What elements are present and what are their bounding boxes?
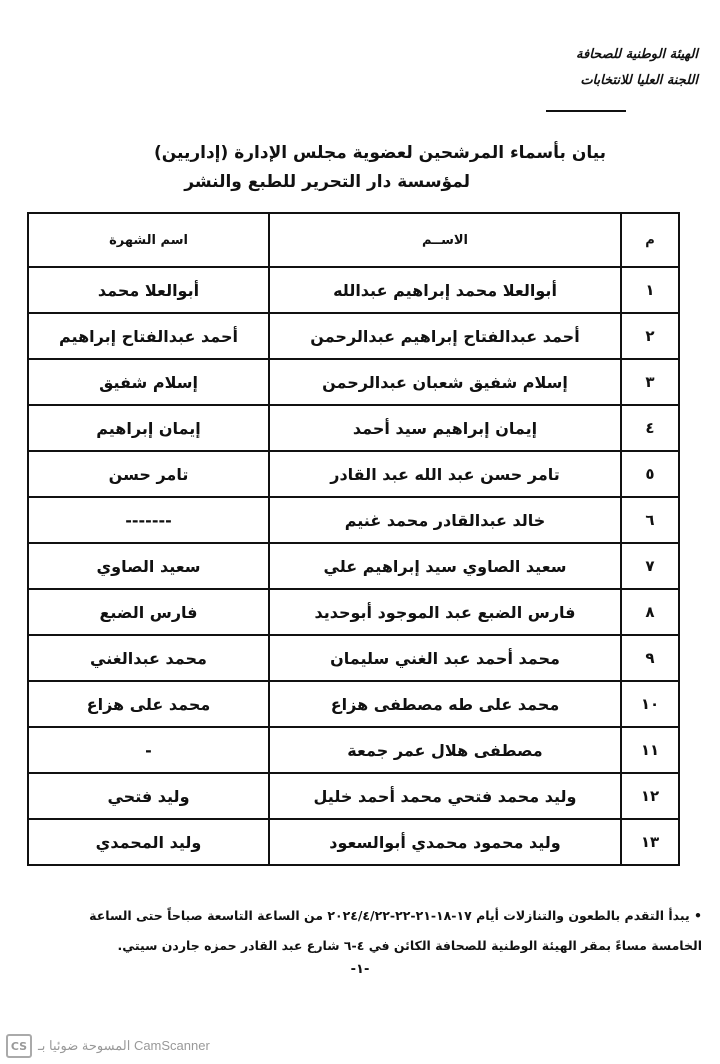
row-full-name: أحمد عبدالفتاح إبراهيم عبدالرحمن bbox=[269, 313, 621, 359]
document-subtitle: لمؤسسة دار التحرير للطبع والنشر bbox=[184, 172, 470, 192]
table-row bbox=[28, 543, 679, 589]
table-row bbox=[28, 773, 679, 819]
table-row bbox=[28, 267, 679, 313]
row-popular-name: وليد فتحي bbox=[28, 773, 269, 819]
row-num: ٧ bbox=[621, 543, 679, 589]
row-full-name: مصطفى هلال عمر جمعة bbox=[269, 727, 621, 773]
letterhead-underline bbox=[546, 110, 626, 112]
row-full-name: أبوالعلا محمد إبراهيم عبدالله bbox=[269, 267, 621, 313]
row-num: ٦ bbox=[621, 497, 679, 543]
row-num: ٤ bbox=[621, 405, 679, 451]
row-popular-name: إسلام شفيق bbox=[28, 359, 269, 405]
letterhead-line-1: الهيئة الوطنية للصحافة bbox=[576, 47, 698, 62]
camscanner-watermark bbox=[6, 1034, 210, 1058]
table-row bbox=[28, 635, 679, 681]
row-popular-name: إيمان إبراهيم bbox=[28, 405, 269, 451]
row-full-name: محمد على طه مصطفى هزاع bbox=[269, 681, 621, 727]
candidates-table bbox=[27, 212, 680, 866]
table-row bbox=[28, 727, 679, 773]
row-popular-name: محمد عبدالغني bbox=[28, 635, 269, 681]
row-full-name: وليد محمد فتحي محمد أحمد خليل bbox=[269, 773, 621, 819]
table-row bbox=[28, 819, 679, 865]
table-header-row bbox=[28, 213, 679, 267]
row-num: ١٠ bbox=[621, 681, 679, 727]
row-num: ١ bbox=[621, 267, 679, 313]
row-popular-name: تامر حسن bbox=[28, 451, 269, 497]
row-full-name: محمد أحمد عبد الغني سليمان bbox=[269, 635, 621, 681]
row-popular-name: محمد على هزاع bbox=[28, 681, 269, 727]
row-full-name: إيمان إبراهيم سيد أحمد bbox=[269, 405, 621, 451]
row-popular-name: - bbox=[28, 727, 269, 773]
table-row bbox=[28, 405, 679, 451]
watermark-text: المسوحة ضوئيا بـ CamScanner bbox=[38, 1038, 210, 1053]
row-num: ١٢ bbox=[621, 773, 679, 819]
table-row bbox=[28, 681, 679, 727]
row-popular-name: وليد المحمدي bbox=[28, 819, 269, 865]
document-title: بيان بأسماء المرشحين لعضوية مجلس الإدارة (إداريين) bbox=[153, 143, 607, 163]
row-num: ٣ bbox=[621, 359, 679, 405]
letterhead-line-2: اللجنة العليا للانتخابات bbox=[580, 73, 698, 88]
row-num: ٨ bbox=[621, 589, 679, 635]
row-popular-name: أبوالعلا محمد bbox=[28, 267, 269, 313]
row-popular-name: ------- bbox=[28, 497, 269, 543]
row-popular-name: فارس الضبع bbox=[28, 589, 269, 635]
page-number: -١- bbox=[350, 962, 370, 977]
row-popular-name: أحمد عبدالفتاح إبراهيم bbox=[28, 313, 269, 359]
header-num: م bbox=[621, 213, 679, 267]
row-full-name: تامر حسن عبد الله عبد القادر bbox=[269, 451, 621, 497]
row-num: ١٣ bbox=[621, 819, 679, 865]
header-popular-name: اسم الشهرة bbox=[28, 213, 269, 267]
table-row bbox=[28, 451, 679, 497]
row-full-name: سعيد الصاوي سيد إبراهيم علي bbox=[269, 543, 621, 589]
table-row bbox=[28, 313, 679, 359]
row-num: ٩ bbox=[621, 635, 679, 681]
camscanner-logo-icon: CS bbox=[6, 1034, 32, 1058]
table-row bbox=[28, 497, 679, 543]
row-full-name: فارس الضبع عبد الموجود أبوحديد bbox=[269, 589, 621, 635]
row-full-name: وليد محمود محمدي أبوالسعود bbox=[269, 819, 621, 865]
row-num: ١١ bbox=[621, 727, 679, 773]
table-row bbox=[28, 359, 679, 405]
row-num: ٢ bbox=[621, 313, 679, 359]
table-row bbox=[28, 589, 679, 635]
header-full-name: الاســم bbox=[269, 213, 621, 267]
row-full-name: إسلام شفيق شعبان عبدالرحمن bbox=[269, 359, 621, 405]
row-full-name: خالد عبدالقادر محمد غنيم bbox=[269, 497, 621, 543]
letterhead bbox=[528, 42, 698, 94]
appeals-notice: • يبدأ التقدم بالطعون والتنازلات أيام ١٧-١٨-٢١-٢٢-٢٠٢٤/٤/٢٢ من الساعة التاسعة صباحاً حتى الساعة الخامسة مساءً بمقر الهيئة الوطنية للصحافة الكائن في ٤-٦ شارع عبد القادر حمزه جاردن سيتي. bbox=[89, 908, 702, 953]
row-num: ٥ bbox=[621, 451, 679, 497]
row-popular-name: سعيد الصاوي bbox=[28, 543, 269, 589]
